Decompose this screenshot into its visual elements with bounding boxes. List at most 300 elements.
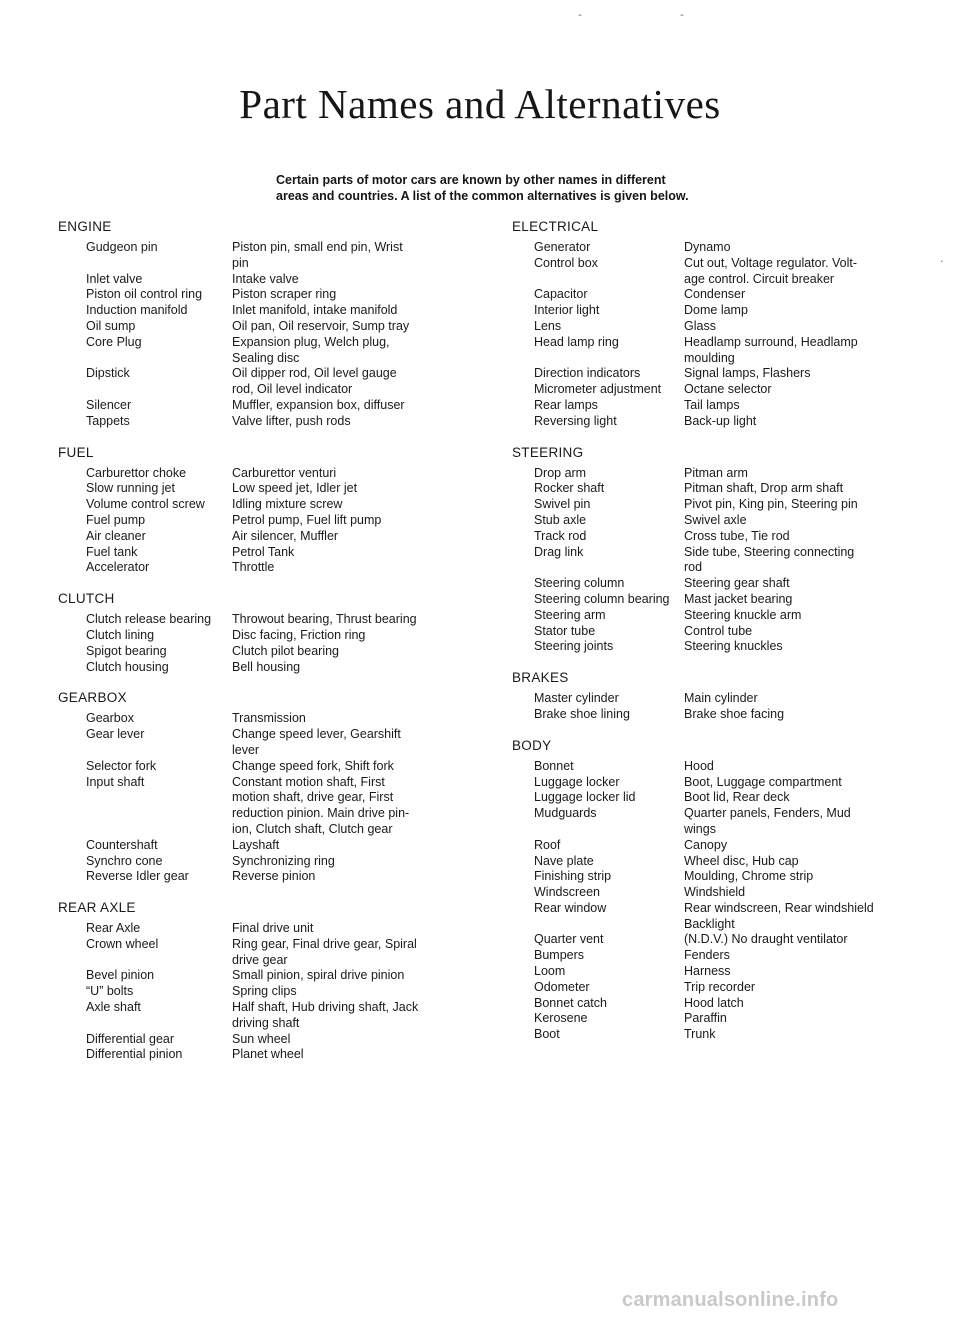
alternative-names	[232, 711, 462, 727]
alternative-line: Piston scraper ring	[232, 287, 337, 302]
part-row	[58, 545, 478, 561]
alternative-names	[232, 660, 462, 676]
part-name: Kerosene	[534, 1011, 588, 1026]
part-name: Axle shaft	[86, 1000, 141, 1015]
alternative-line: Change speed lever, Gearshift	[232, 727, 401, 742]
part-row	[512, 707, 932, 723]
alternative-line: Bell housing	[232, 659, 301, 674]
part-name: Differential pinion	[86, 1047, 183, 1062]
section-electrical	[512, 218, 932, 430]
part-row	[512, 806, 932, 838]
part-name: Steering column bearing	[534, 591, 670, 606]
alternative-names	[232, 838, 462, 854]
part-name: Synchro cone	[86, 853, 163, 868]
part-name: Stub axle	[534, 512, 587, 527]
part-row	[58, 838, 478, 854]
part-name: “U” bolts	[86, 984, 134, 999]
part-name: Nave plate	[534, 853, 594, 868]
alternative-line: Layshaft	[232, 837, 280, 852]
alternative-names	[684, 932, 914, 948]
alternative-line: Pivot pin, King pin, Steering pin	[684, 497, 858, 512]
alternative-names	[684, 529, 914, 545]
part-name: Induction manifold	[86, 303, 188, 318]
part-row	[58, 1032, 478, 1048]
alternative-names	[684, 366, 914, 382]
alternative-names	[232, 529, 462, 545]
alternative-names	[684, 948, 914, 964]
part-row	[58, 869, 478, 885]
section-clutch	[58, 590, 478, 675]
part-row	[512, 885, 932, 901]
alternative-line: Headlamp surround, Headlamp	[684, 334, 858, 349]
part-name: Accelerator	[86, 560, 150, 575]
section-heading: GEARBOX	[58, 690, 127, 706]
part-row	[512, 513, 932, 529]
part-name: Loom	[534, 964, 566, 979]
part-row	[512, 964, 932, 980]
alternative-line: Dynamo	[684, 240, 731, 254]
part-name: Boot	[534, 1027, 560, 1042]
part-row	[58, 319, 478, 335]
part-row	[58, 497, 478, 513]
part-name: Odometer	[534, 979, 590, 994]
part-row	[58, 854, 478, 870]
part-name: Windscreen	[534, 885, 600, 900]
part-row	[58, 984, 478, 1000]
part-row	[512, 624, 932, 640]
part-name: Rear window	[534, 900, 607, 915]
alternative-line: Back-up light	[684, 413, 757, 428]
alternative-line: drive gear	[232, 952, 288, 967]
alternative-names	[684, 414, 914, 430]
alternative-line: reduction pinion. Main drive pin-	[232, 806, 410, 821]
alternative-line: Sun wheel	[232, 1031, 291, 1046]
alternative-names	[232, 921, 462, 937]
alternative-line: Steering gear shaft	[684, 576, 790, 591]
part-name: Selector fork	[86, 758, 157, 773]
part-row	[58, 759, 478, 775]
alternative-line: Constant motion shaft, First	[232, 774, 385, 789]
alternative-names	[232, 869, 462, 885]
part-name: Clutch housing	[86, 659, 169, 674]
alternative-names	[684, 545, 914, 577]
section-gearbox	[58, 689, 478, 885]
alternative-names	[232, 240, 462, 272]
part-name: Micrometer adjustment	[534, 382, 662, 397]
part-name: Reverse Idler gear	[86, 869, 189, 884]
part-row	[58, 272, 478, 288]
part-row	[512, 592, 932, 608]
part-name: Slow running jet	[86, 481, 175, 496]
alternative-names	[232, 1000, 462, 1032]
part-row	[58, 1047, 478, 1063]
alternative-line: Clutch pilot bearing	[232, 643, 340, 658]
alternative-names	[232, 775, 462, 838]
part-name: Gear lever	[86, 727, 145, 742]
alternative-line: Trunk	[684, 1027, 716, 1042]
alternative-line: Condenser	[684, 287, 746, 302]
alternative-names	[684, 996, 914, 1012]
alternative-names	[232, 287, 462, 303]
alternative-line: Pitman shaft, Drop arm shaft	[684, 481, 844, 496]
alternative-names	[232, 854, 462, 870]
part-name: Silencer	[86, 397, 132, 412]
alternative-names	[684, 335, 914, 367]
alternative-line: pin	[232, 255, 249, 270]
alternative-line: Cross tube, Tie rod	[684, 528, 790, 543]
part-row	[58, 335, 478, 367]
part-name: Rear Axle	[86, 921, 141, 936]
part-name: Luggage locker	[534, 774, 620, 789]
alternative-line: Swivel axle	[684, 512, 747, 527]
watermark: carmanualsonline.info	[622, 1289, 839, 1311]
intro-line: areas and countries. A list of the common alternatives is given below.	[276, 189, 689, 203]
alternative-line: Oil dipper rod, Oil level gauge	[232, 366, 397, 381]
alternative-names	[232, 628, 462, 644]
part-row	[512, 608, 932, 624]
alternative-names	[684, 382, 914, 398]
section-steering	[512, 444, 932, 656]
alternative-names	[684, 319, 914, 335]
part-name: Differential gear	[86, 1031, 175, 1046]
alternative-line: Petrol pump, Fuel lift pump	[232, 512, 382, 527]
alternative-line: Oil pan, Oil reservoir, Sump tray	[232, 318, 410, 333]
part-row	[512, 576, 932, 592]
alternative-names	[684, 759, 914, 775]
alternative-line: Sealing disc	[232, 350, 300, 365]
alternative-line: Petrol Tank	[232, 544, 295, 559]
alternative-names	[684, 691, 914, 707]
alternative-names	[684, 806, 914, 838]
part-name: Input shaft	[86, 774, 145, 789]
alternative-names	[684, 980, 914, 996]
alternative-names	[684, 303, 914, 319]
alternative-line: (N.D.V.) No draught ventilator	[684, 932, 848, 947]
part-row	[58, 513, 478, 529]
part-name: Mudguards	[534, 806, 597, 821]
part-row	[512, 759, 932, 775]
alternative-line: Pitman arm	[684, 465, 748, 480]
part-name: Finishing strip	[534, 869, 612, 884]
alternative-names	[232, 545, 462, 561]
alternative-names	[232, 466, 462, 482]
section-brakes	[512, 669, 932, 723]
alternative-line: Octane selector	[684, 382, 772, 397]
alternative-names	[232, 481, 462, 497]
intro-line: Certain parts of motor cars are known by other names in different	[276, 173, 666, 187]
alternative-line: Reverse pinion	[232, 869, 316, 884]
alternative-names	[232, 319, 462, 335]
alternative-line: lever	[232, 742, 260, 757]
alternative-names	[684, 1027, 914, 1043]
part-name: Interior light	[534, 303, 600, 318]
section-heading: STEERING	[512, 444, 584, 460]
part-name: Quarter vent	[534, 932, 604, 947]
part-row	[58, 644, 478, 660]
part-name: Rocker shaft	[534, 481, 605, 496]
part-row	[512, 398, 932, 414]
part-row	[512, 869, 932, 885]
part-row	[58, 560, 478, 576]
part-row	[512, 466, 932, 482]
alternative-line: age control. Circuit breaker	[684, 271, 835, 286]
alternative-line: Cut out, Voltage regulator. Volt-	[684, 255, 858, 270]
alternative-names	[684, 964, 914, 980]
part-name: Head lamp ring	[534, 334, 619, 349]
part-name: Direction indicators	[534, 366, 641, 381]
part-row	[512, 529, 932, 545]
part-row	[512, 691, 932, 707]
part-row	[512, 382, 932, 398]
part-row	[512, 481, 932, 497]
part-row	[58, 366, 478, 398]
part-name: Gudgeon pin	[86, 240, 158, 254]
part-name: Bonnet catch	[534, 995, 607, 1010]
alternative-line: Backlight	[684, 916, 735, 931]
alternative-line: moulding	[684, 350, 735, 365]
part-row	[58, 727, 478, 759]
alternative-names	[232, 727, 462, 759]
part-row	[512, 948, 932, 964]
alternative-names	[684, 592, 914, 608]
part-name: Fuel pump	[86, 512, 146, 527]
alternative-names	[684, 639, 914, 655]
part-row	[58, 529, 478, 545]
alternative-line: Wheel disc, Hub cap	[684, 853, 799, 868]
part-row	[512, 240, 932, 256]
section-rear-axle	[58, 899, 478, 1063]
alternative-line: rod	[684, 560, 703, 575]
part-row	[512, 287, 932, 303]
part-name: Track rod	[534, 528, 587, 543]
part-row	[512, 639, 932, 655]
alternative-line: Spring clips	[232, 984, 297, 999]
alternative-names	[232, 497, 462, 513]
page-title: Part Names and Alternatives	[239, 81, 721, 127]
part-name: Gearbox	[86, 711, 134, 726]
alternative-line: Carburettor venturi	[232, 465, 337, 480]
part-row	[58, 240, 478, 272]
section-body	[512, 737, 932, 1043]
part-row	[512, 303, 932, 319]
section-heading: FUEL	[58, 444, 94, 460]
part-row	[58, 466, 478, 482]
alternative-names	[684, 287, 914, 303]
part-row	[512, 545, 932, 577]
alternative-line: Hood	[684, 758, 714, 773]
part-name: Core Plug	[86, 334, 142, 349]
alternative-line: Throttle	[232, 560, 275, 575]
alternative-names	[684, 513, 914, 529]
part-name: Clutch release bearing	[86, 612, 212, 627]
alternative-line: Boot, Luggage compartment	[684, 774, 842, 789]
alternative-line: Rear windscreen, Rear windshield	[684, 900, 874, 915]
intro-paragraph	[276, 172, 746, 204]
part-name: Lens	[534, 318, 562, 333]
part-row	[58, 481, 478, 497]
alternative-line: Low speed jet, Idler jet	[232, 481, 358, 496]
section-heading: ELECTRICAL	[512, 219, 599, 234]
alternative-names	[684, 854, 914, 870]
alternative-names	[232, 1047, 462, 1063]
section-heading: BRAKES	[512, 670, 569, 686]
part-name: Swivel pin	[534, 497, 591, 512]
part-name: Dipstick	[86, 366, 130, 381]
alternative-line: Small pinion, spiral drive pinion	[232, 968, 405, 983]
part-row	[512, 335, 932, 367]
alternative-line: motion shaft, drive gear, First	[232, 790, 394, 805]
alternative-line: Expansion plug, Welch plug,	[232, 334, 390, 349]
alternative-line: Air silencer, Muffler	[232, 528, 339, 543]
alternative-names	[684, 481, 914, 497]
alternative-names	[684, 901, 914, 933]
alternative-line: Dome lamp	[684, 303, 748, 318]
alternative-names	[232, 398, 462, 414]
part-name: Steering arm	[534, 607, 606, 622]
part-name: Oil sump	[86, 318, 136, 333]
part-name: Stator tube	[534, 623, 596, 638]
part-name: Drop arm	[534, 465, 587, 480]
part-row	[512, 901, 932, 933]
alternative-line: Boot lid, Rear deck	[684, 790, 790, 805]
alternative-names	[232, 560, 462, 576]
part-name: Rear lamps	[534, 397, 598, 412]
alternative-line: Muffler, expansion box, diffuser	[232, 397, 405, 412]
alternative-names	[684, 608, 914, 624]
part-name: Fuel tank	[86, 544, 138, 559]
part-name: Clutch lining	[86, 627, 155, 642]
part-name: Generator	[534, 240, 591, 254]
alternative-line: Main cylinder	[684, 691, 758, 706]
alternative-line: Canopy	[684, 837, 728, 852]
alternative-names	[232, 513, 462, 529]
alternative-line: Ring gear, Final drive gear, Spiral	[232, 936, 417, 951]
alternative-names	[232, 937, 462, 969]
part-name: Reversing light	[534, 413, 617, 428]
alternative-names	[684, 624, 914, 640]
part-row	[58, 414, 478, 430]
part-row	[512, 996, 932, 1012]
section-fuel	[58, 444, 478, 577]
part-name: Brake shoe lining	[534, 706, 630, 721]
part-name: Air cleaner	[86, 528, 146, 543]
alternative-names	[684, 1011, 914, 1027]
section-heading: BODY	[512, 737, 552, 753]
part-row	[512, 1027, 932, 1043]
alternative-line: Planet wheel	[232, 1047, 304, 1062]
section-heading: ENGINE	[58, 219, 112, 234]
part-name: Spigot bearing	[86, 643, 167, 658]
alternative-line: Paraffin	[684, 1011, 727, 1026]
alternative-line: Disc facing, Friction ring	[232, 627, 366, 642]
alternative-names	[684, 398, 914, 414]
part-name: Steering column	[534, 576, 625, 591]
alternative-line: Moulding, Chrome strip	[684, 869, 814, 884]
alternative-names	[232, 303, 462, 319]
part-name: Bonnet	[534, 758, 574, 773]
part-row	[58, 775, 478, 838]
part-name: Carburettor choke	[86, 465, 187, 480]
alternative-line: Brake shoe facing	[684, 706, 785, 721]
part-row	[512, 790, 932, 806]
part-name: Inlet valve	[86, 271, 143, 286]
alternative-names	[684, 885, 914, 901]
alternative-line: Signal lamps, Flashers	[684, 366, 811, 381]
part-row	[58, 1000, 478, 1032]
part-name: Master cylinder	[534, 691, 619, 706]
alternative-line: Transmission	[232, 711, 306, 726]
alternative-line: ion, Clutch shaft, Clutch gear	[232, 821, 393, 836]
alternative-line: driving shaft	[232, 1015, 300, 1030]
part-name: Bevel pinion	[86, 968, 155, 983]
alternative-names	[232, 644, 462, 660]
alternative-line: Throwout bearing, Thrust bearing	[232, 612, 417, 627]
alternative-names	[232, 414, 462, 430]
part-name: Volume control screw	[86, 497, 205, 512]
alternative-line: Glass	[684, 318, 716, 333]
alternative-names	[684, 707, 914, 723]
alternative-names	[232, 968, 462, 984]
alternative-line: Harness	[684, 964, 731, 979]
alternative-line: Side tube, Steering connecting	[684, 544, 855, 559]
alternative-line: Half shaft, Hub driving shaft, Jack	[232, 1000, 419, 1015]
alternative-line: Hood latch	[684, 995, 744, 1010]
scan-speck: -	[578, 8, 582, 21]
part-row	[512, 1011, 932, 1027]
scan-speck: -	[680, 8, 684, 21]
part-row	[512, 838, 932, 854]
part-row	[512, 854, 932, 870]
alternative-line: Control tube	[684, 623, 753, 638]
part-row	[512, 497, 932, 513]
alternative-names	[684, 240, 914, 256]
section-heading: REAR AXLE	[58, 900, 136, 916]
alternative-line: Steering knuckles	[684, 639, 783, 654]
alternative-names	[232, 984, 462, 1000]
part-name: Roof	[534, 837, 561, 852]
alternative-names	[684, 256, 914, 288]
alternative-names	[232, 366, 462, 398]
alternative-names	[684, 838, 914, 854]
alternative-line: rod, Oil level indicator	[232, 382, 353, 397]
scan-speck: ·	[940, 255, 944, 268]
part-row	[58, 303, 478, 319]
alternative-names	[684, 466, 914, 482]
part-name: Drag link	[534, 544, 584, 559]
left-column	[58, 218, 478, 1063]
part-row	[58, 612, 478, 628]
part-name: Tappets	[86, 413, 130, 428]
part-name: Control box	[534, 255, 598, 270]
part-row	[58, 660, 478, 676]
alternative-names	[684, 869, 914, 885]
part-name: Countershaft	[86, 837, 158, 852]
alternative-line: Steering knuckle arm	[684, 607, 802, 622]
alternative-names	[232, 759, 462, 775]
part-name: Capacitor	[534, 287, 588, 302]
part-row	[512, 256, 932, 288]
alternative-names	[232, 612, 462, 628]
alternative-names	[684, 790, 914, 806]
part-name: Piston oil control ring	[86, 287, 203, 302]
part-name: Bumpers	[534, 948, 585, 963]
alternative-line: Windshield	[684, 885, 746, 900]
part-row	[58, 398, 478, 414]
part-name: Steering joints	[534, 639, 614, 654]
alternative-line: Inlet manifold, intake manifold	[232, 303, 398, 318]
alternative-line: wings	[684, 821, 716, 836]
alternative-names	[684, 497, 914, 513]
